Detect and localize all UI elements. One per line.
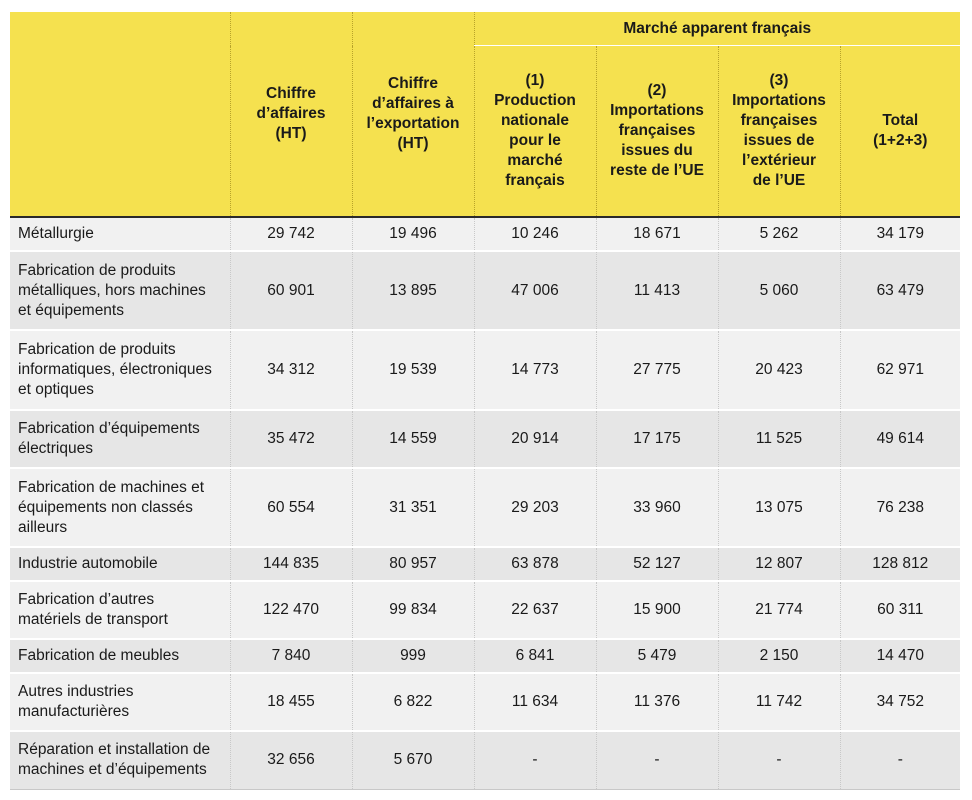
cell-value: 52 127 [596, 547, 718, 581]
cell-value: 999 [352, 639, 474, 673]
table-body [10, 217, 960, 789]
cell-value: 21 774 [718, 581, 840, 639]
cell-value: 14 773 [474, 330, 596, 410]
cell-value: 18 671 [596, 217, 718, 251]
cell-value: 18 455 [230, 673, 352, 731]
row-label: Fabrication de produits informatiques, électroniques et optiques [18, 341, 212, 398]
cell-value: 35 472 [230, 410, 352, 468]
cell-value: 5 060 [718, 251, 840, 330]
cell-value: 14 559 [352, 410, 474, 468]
cell-value: 60 311 [840, 581, 960, 639]
table-row [10, 217, 960, 251]
table-row [10, 673, 960, 731]
cell-value: 11 413 [596, 251, 718, 330]
cell-value: 31 351 [352, 468, 474, 547]
cell-value: 15 900 [596, 581, 718, 639]
cell-value: 17 175 [596, 410, 718, 468]
cell-value: 11 742 [718, 673, 840, 731]
cell-value: 33 960 [596, 468, 718, 547]
cell-value: 6 822 [352, 673, 474, 731]
cell-value: 34 179 [840, 217, 960, 251]
cell-value: 29 742 [230, 217, 352, 251]
cell-value: 11 634 [474, 673, 596, 731]
row-label: Fabrication de machines et équipements non classés ailleurs [18, 478, 205, 536]
cell-value: - [840, 731, 960, 789]
row-label: Fabrication d’équipements électriques [18, 420, 200, 457]
row-label: Autres industries manufacturières [18, 683, 134, 720]
cell-value: 13 075 [718, 468, 840, 547]
cell-value: 49 614 [840, 410, 960, 468]
row-label: Métallurgie [18, 225, 94, 242]
cell-value: 6 841 [474, 639, 596, 673]
header-corner [10, 12, 230, 217]
cell-value: 2 150 [718, 639, 840, 673]
cell-value: 19 496 [352, 217, 474, 251]
cell-value: 22 637 [474, 581, 596, 639]
market-table [10, 12, 960, 790]
header-non-eu-imports: (3) Importations françaises issues de l’extérieur de l’UE [718, 46, 840, 218]
cell-value: - [596, 731, 718, 789]
cell-value: 76 238 [840, 468, 960, 547]
row-label: Réparation et installation de machines et d’équipements [18, 741, 211, 779]
header-export-revenue: Chiffre d’affaires à l’exportation (HT) [352, 12, 474, 217]
header-revenue: Chiffre d’affaires (HT) [230, 12, 352, 217]
cell-value: - [718, 731, 840, 789]
cell-value: 144 835 [230, 547, 352, 581]
cell-value: 63 878 [474, 547, 596, 581]
cell-value: 29 203 [474, 468, 596, 547]
cell-value: 5 262 [718, 217, 840, 251]
cell-value: 47 006 [474, 251, 596, 330]
cell-value: 12 807 [718, 547, 840, 581]
cell-value: 14 470 [840, 639, 960, 673]
header-total: Total (1+2+3) [840, 46, 960, 218]
data-table-container [10, 12, 960, 790]
cell-value: 34 752 [840, 673, 960, 731]
cell-value: 5 670 [352, 731, 474, 789]
table-row [10, 581, 960, 639]
cell-value: 122 470 [230, 581, 352, 639]
cell-value: 27 775 [596, 330, 718, 410]
cell-value: 11 376 [596, 673, 718, 731]
cell-value: 20 423 [718, 330, 840, 410]
header-national-production: (1) Production nationale pour le marché français [474, 46, 596, 218]
cell-value: 19 539 [352, 330, 474, 410]
cell-value: 5 479 [596, 639, 718, 673]
cell-value: - [474, 731, 596, 789]
table-row [10, 547, 960, 581]
cell-value: 32 656 [230, 731, 352, 789]
cell-value: 99 834 [352, 581, 474, 639]
cell-value: 60 554 [230, 468, 352, 547]
cell-value: 13 895 [352, 251, 474, 330]
cell-value: 63 479 [840, 251, 960, 330]
cell-value: 128 812 [840, 547, 960, 581]
cell-value: 11 525 [718, 410, 840, 468]
cell-value: 80 957 [352, 547, 474, 581]
table-row [10, 639, 960, 673]
row-label: Fabrication de produits métalliques, hors machines et équipements [18, 261, 206, 319]
table-row [10, 410, 960, 468]
cell-value: 10 246 [474, 217, 596, 251]
table-row [10, 468, 960, 547]
row-label: Fabrication d’autres matériels de transport [18, 591, 168, 628]
header-market-group: Marché apparent français [474, 12, 960, 46]
row-label: Industrie automobile [18, 555, 158, 572]
header-eu-imports: (2) Importations françaises issues du reste de l’UE [596, 46, 718, 218]
header-row-group [10, 12, 960, 46]
cell-value: 7 840 [230, 639, 352, 673]
table-row [10, 330, 960, 410]
table-row [10, 731, 960, 789]
row-label: Fabrication de meubles [18, 647, 180, 664]
cell-value: 34 312 [230, 330, 352, 410]
cell-value: 20 914 [474, 410, 596, 468]
cell-value: 62 971 [840, 330, 960, 410]
table-row [10, 251, 960, 330]
cell-value: 60 901 [230, 251, 352, 330]
